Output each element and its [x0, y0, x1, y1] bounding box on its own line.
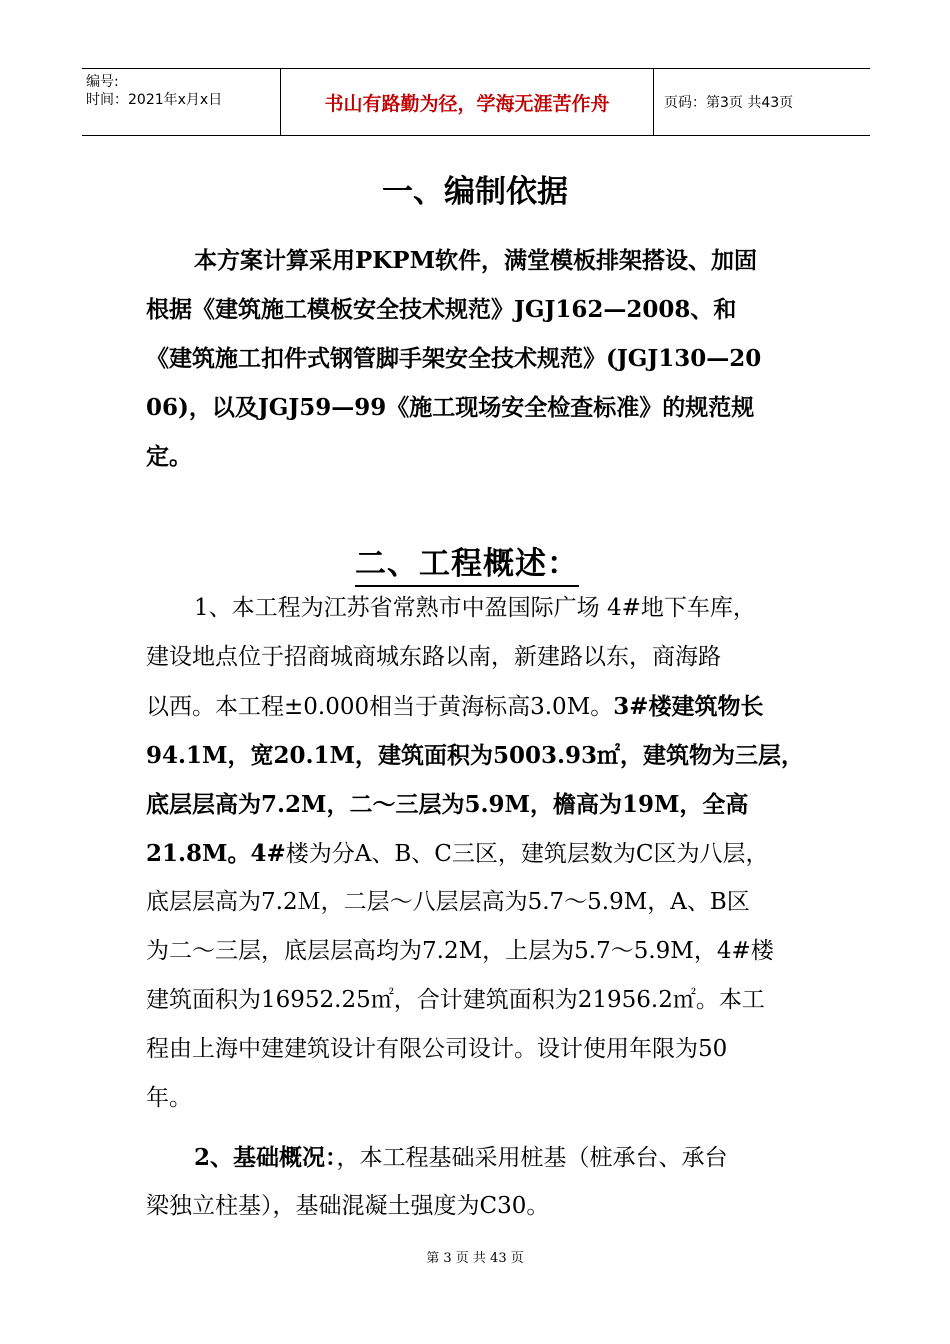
header-meta-cell: [82, 69, 281, 135]
p1-line: 程由上海中建建筑设计有限公司设计。设计使用年限为50: [146, 1036, 728, 1062]
section1-line: 《建筑施工扣件式钢管脚手架安全技术规范》(JGJ130—20: [146, 345, 762, 372]
p1-line6-normal: 楼为分A、B、C三区，建筑层数为C区为八层，: [285, 841, 769, 867]
p2-lead: 2、基础概况：: [194, 1144, 337, 1171]
p1-line3-normal: 以西。本工程±0.000相当于黄海标高3.0M。: [146, 694, 614, 720]
p2-line1-rest: ，本工程基础采用桩基（桩承台、承台: [336, 1145, 728, 1171]
number-label: 编号:: [86, 74, 119, 90]
p2-line: [146, 1133, 811, 1182]
p1-line: 为二～三层，底层层高均为7.2M，上层为5.7～5.9M，4#楼: [146, 938, 774, 964]
p1-line: [146, 829, 811, 878]
p1-line: 建筑面积为16952.25㎡，合计建筑面积为21956.2㎡。本工: [146, 987, 765, 1013]
section2-paragraph-1: [146, 584, 811, 1123]
p1-line6-bold: 21.8M。4#: [146, 840, 286, 867]
p1-line: 年。: [146, 1085, 192, 1111]
header-page-cell: [654, 69, 870, 135]
date-label: 时间：2021年x月x日: [86, 92, 223, 108]
section1-title: 一、编制依据: [382, 174, 568, 210]
section2-heading: [355, 538, 579, 587]
p1-line: 建设地点位于招商城商城东路以南，新建路以东，商海路: [146, 644, 721, 670]
header-table: [82, 68, 870, 136]
p1-line3-bold: 3#楼建筑物长: [613, 693, 764, 720]
section2-paragraph-2: [146, 1133, 811, 1231]
page-info: 页码：第3页 共43页: [664, 95, 794, 111]
section1-paragraph: [146, 236, 811, 481]
p1-line: 1、本工程为江苏省常熟市中盈国际广场 4#地下车库，: [194, 595, 756, 621]
motto-text: 书山有路勤为径，学海无涯苦作舟: [324, 92, 610, 115]
p1-line: 94.1M，宽20.1M，建筑面积为5003.93㎡，建筑物为三层，: [146, 742, 804, 769]
section1-line: 根据《建筑施工模板安全技术规范》JGJ162—2008、和: [146, 296, 737, 323]
section2-title: 二、工程概述：: [355, 538, 579, 587]
section1-line: 定。: [146, 443, 192, 470]
section1-line: 本方案计算采用PKPM软件，满堂模板排架搭设、加固: [194, 247, 758, 274]
page-footer: 第 3 页 共 43 页: [426, 1251, 524, 1266]
section1-line: 06)，以及JGJ59—99《施工现场安全检查标准》的规范规: [146, 394, 755, 421]
header-motto-cell: [281, 69, 654, 135]
p1-line: 底层层高为7.2M，二～三层为5.9M，檐高为19M，全高: [146, 791, 749, 818]
p1-line: 底层层高为7.2Ｍ，二层～八层层高为5.7～5.9M，A、B区: [146, 889, 750, 915]
p1-line: [146, 682, 811, 731]
p2-line: 梁独立柱基），基础混凝土强度为C30。: [146, 1193, 550, 1219]
